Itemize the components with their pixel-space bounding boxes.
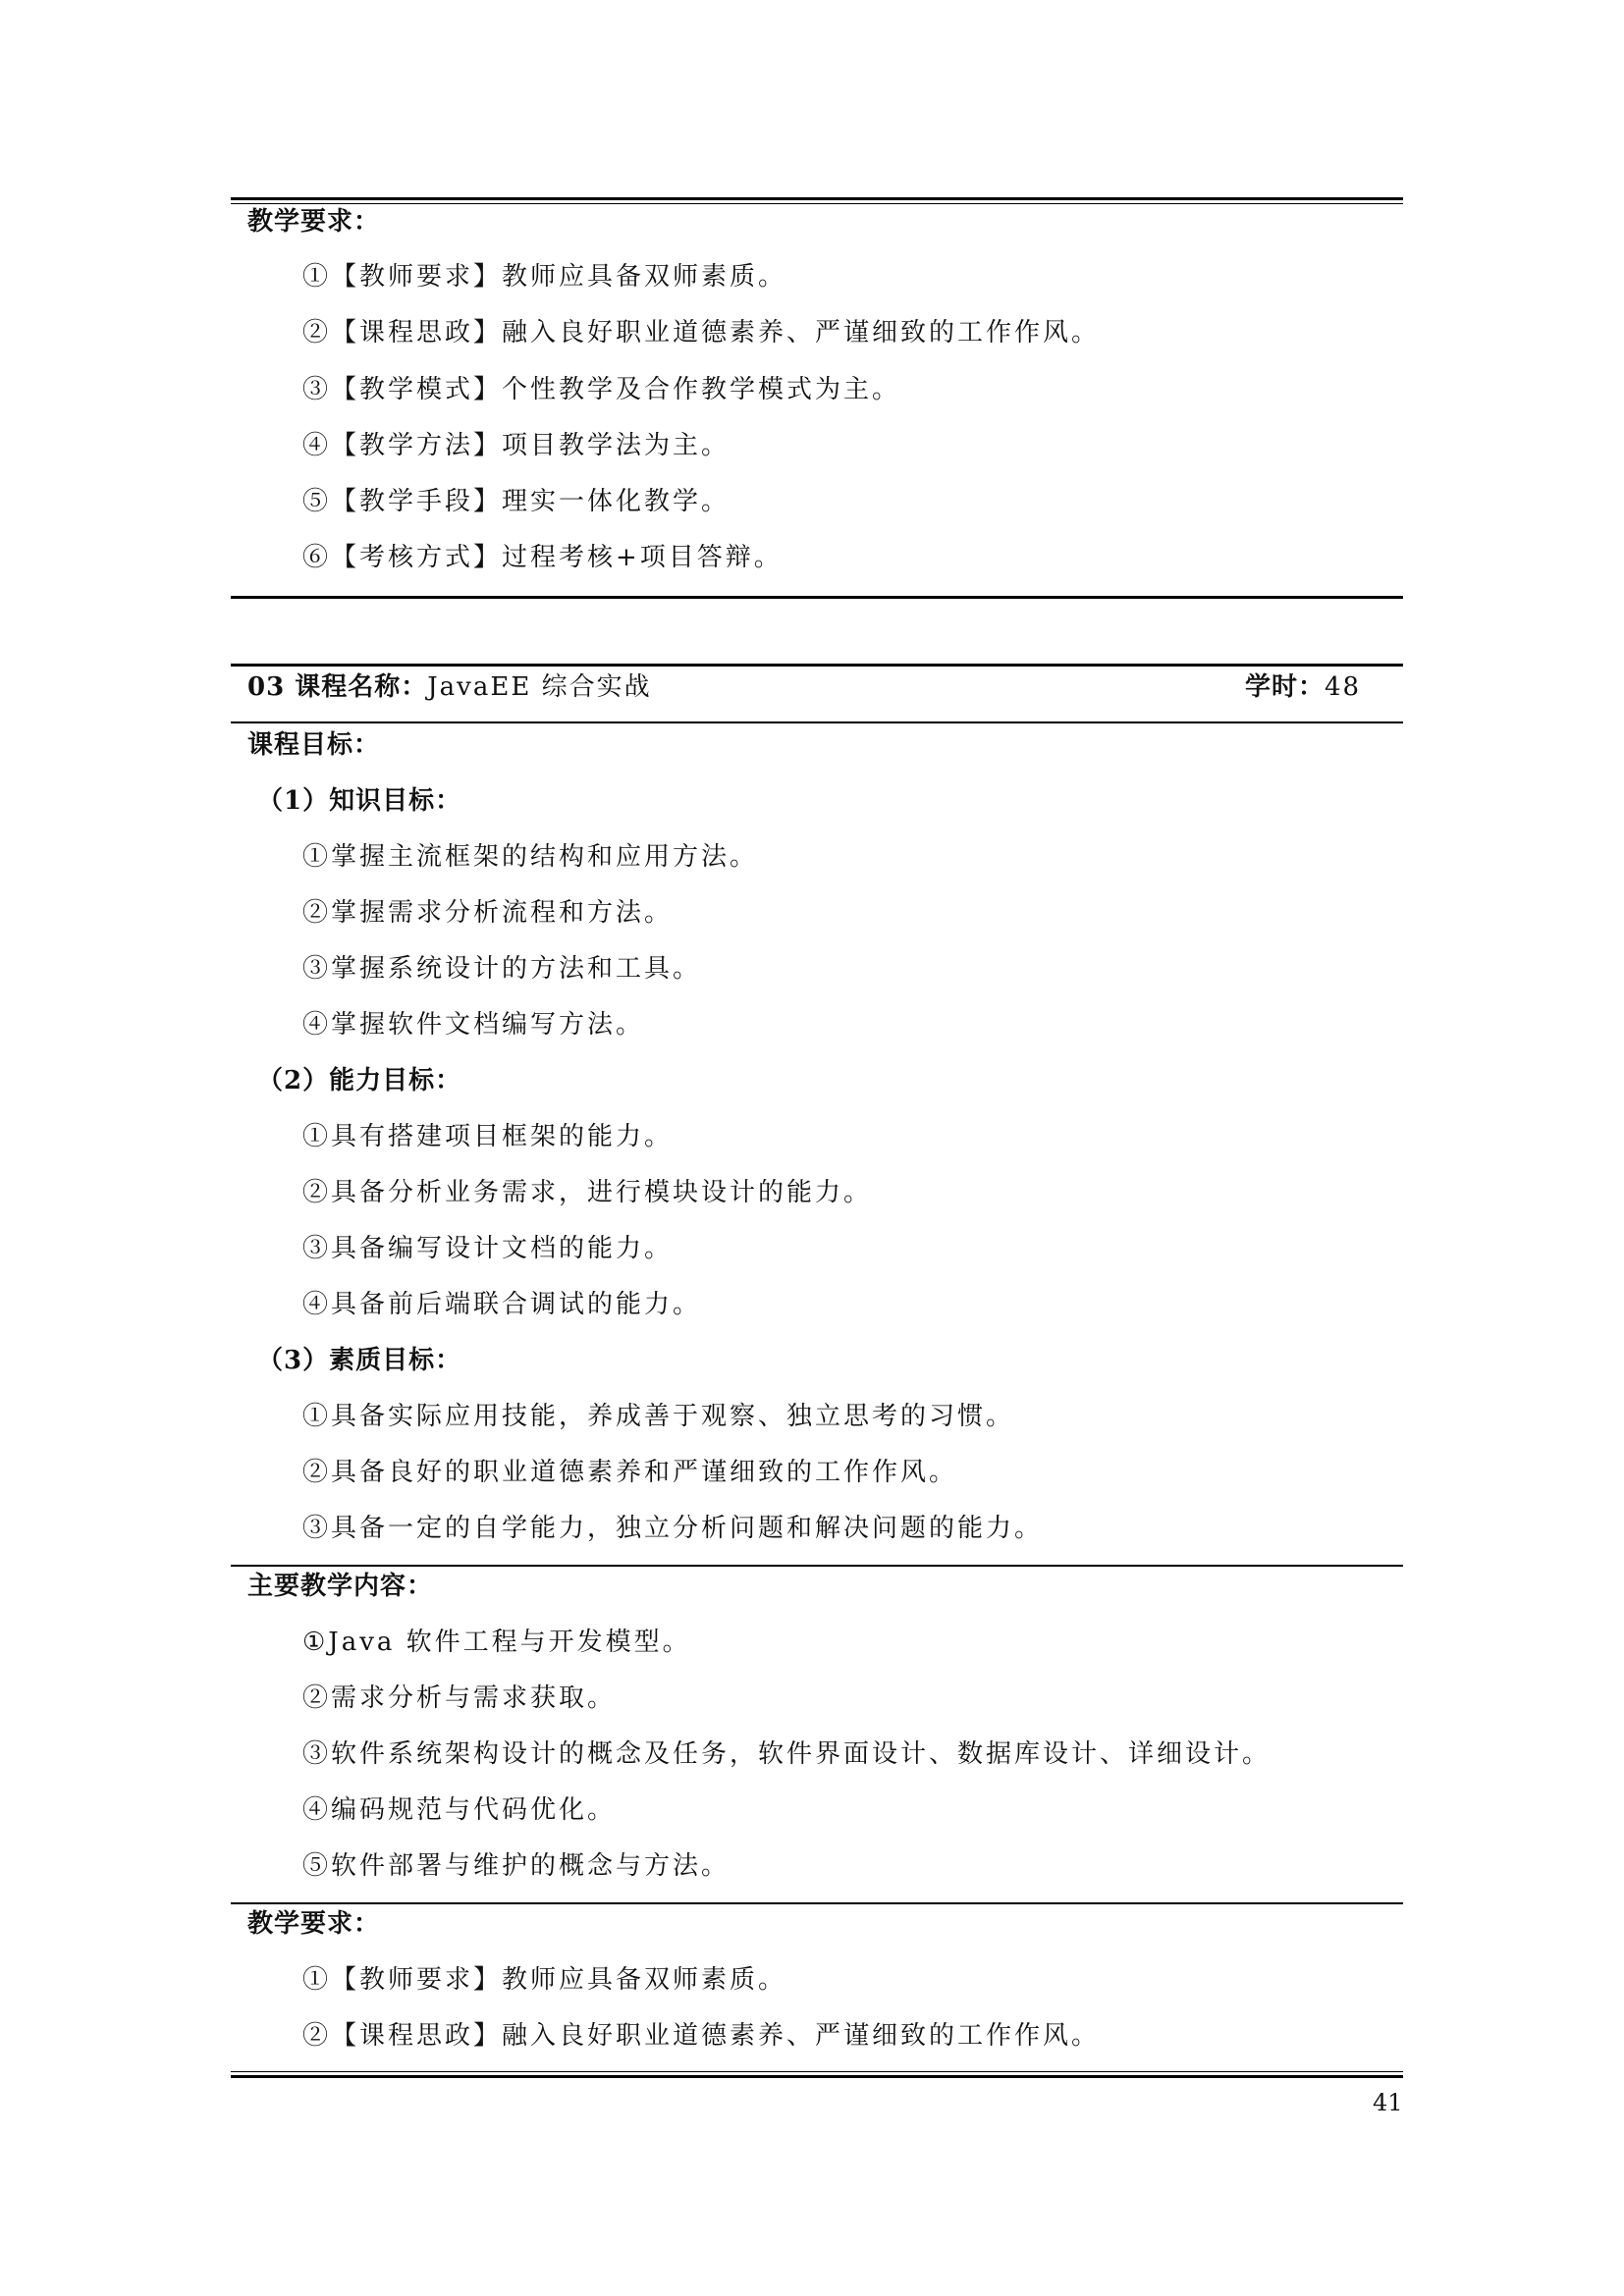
ability-goal-item: ①具有搭建项目框架的能力。 [302,1122,674,1151]
course-hours-value: 48 [1325,672,1362,702]
quality-goal-item: ②具备良好的职业道德素养和严谨细致的工作作风。 [302,1458,958,1487]
requirement-item-teacher: ①【教师要求】教师应具备双师素质。 [302,262,787,292]
ability-goal-item: ④具备前后端联合调试的能力。 [302,1290,702,1319]
requirement-item-assessment: ⑥【考核方式】过程考核+项目答辩。 [302,543,783,572]
course-title-row [247,670,652,704]
table2-row-rule-1 [231,721,1403,723]
course-name-value: JavaEE 综合实战 [427,672,652,702]
content-item: ②需求分析与需求获取。 [302,1683,617,1713]
teaching-requirements-heading: 教学要求： [247,207,381,237]
knowledge-goals-heading: （1）知识目标： [257,786,462,816]
table2-bottom-rule-thin [231,2071,1403,2072]
table2-row-rule-2 [231,1565,1403,1567]
requirement-item-ideology: ②【课程思政】融入良好职业道德素养、严谨细致的工作作风。 [302,318,1101,347]
page-number: 41 [1373,2089,1403,2116]
knowledge-goal-item: ③掌握系统设计的方法和工具。 [302,954,702,984]
content-item: ①Java 软件工程与开发模型。 [302,1628,691,1657]
table2-top-rule [231,664,1403,667]
content-item: ③软件系统架构设计的概念及任务，软件界面设计、数据库设计、详细设计。 [302,1739,1272,1769]
table2-bottom-rule-thick [231,2075,1403,2078]
course-goals-heading: 课程目标： [247,730,381,760]
knowledge-goal-item: ②掌握需求分析流程和方法。 [302,898,674,928]
requirement-item-means: ⑤【教学手段】理实一体化教学。 [302,487,731,516]
teaching-requirements-heading-2: 教学要求： [247,1909,381,1939]
table2-row-rule-3 [231,1902,1403,1904]
ability-goals-heading: （2）能力目标： [257,1066,462,1095]
content-item: ⑤软件部署与维护的概念与方法。 [302,1851,731,1881]
ability-goal-item: ③具备编写设计文档的能力。 [302,1234,674,1263]
requirement-item-method: ④【教学方法】项目教学法为主。 [302,431,731,460]
course-name-label: 03 课程名称： [247,672,428,702]
quality-goals-heading: （3）素质目标： [257,1346,462,1375]
ability-goal-item: ②具备分析业务需求，进行模块设计的能力。 [302,1178,873,1207]
table1-top-rule-thin [231,203,1403,204]
requirement-item-ideology-2: ②【课程思政】融入良好职业道德素养、严谨细致的工作作风。 [302,2021,1101,2051]
table1-bottom-rule [231,596,1403,599]
quality-goal-item: ③具备一定的自学能力，独立分析问题和解决问题的能力。 [302,1514,1044,1543]
requirement-item-mode: ③【教学模式】个性教学及合作教学模式为主。 [302,375,901,404]
requirement-item-teacher-2: ①【教师要求】教师应具备双师素质。 [302,1965,787,1995]
quality-goal-item: ①具备实际应用技能，养成善于观察、独立思考的习惯。 [302,1402,1015,1431]
knowledge-goal-item: ④掌握软件文档编写方法。 [302,1010,645,1040]
course-hours [1245,670,1361,704]
knowledge-goal-item: ①掌握主流框架的结构和应用方法。 [302,842,759,872]
table1-top-rule-thick [231,197,1403,200]
main-content-heading: 主要教学内容： [247,1572,434,1601]
course-hours-label: 学时： [1245,672,1326,702]
content-item: ④编码规范与代码优化。 [302,1795,617,1825]
